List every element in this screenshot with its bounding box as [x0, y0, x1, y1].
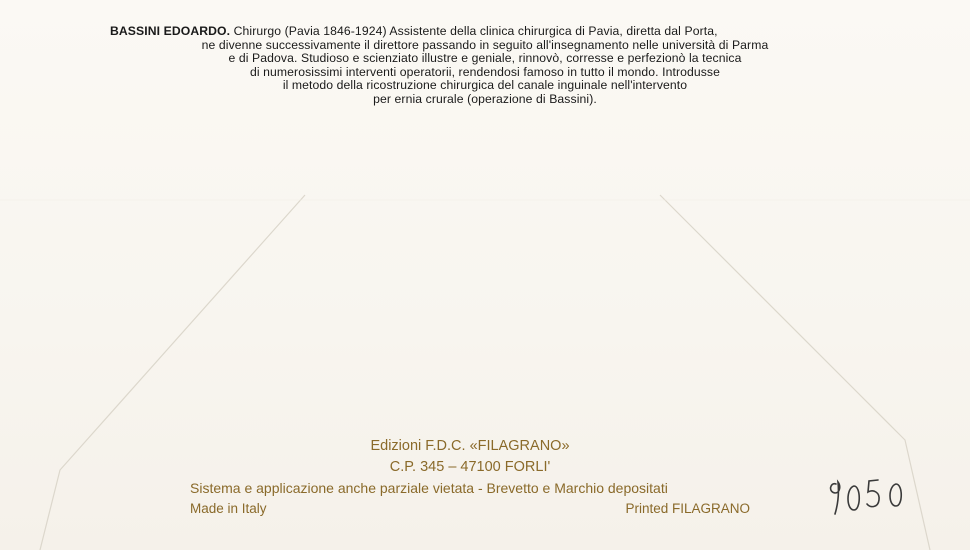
- biography-text: [110, 25, 860, 107]
- publisher-imprint: [190, 436, 750, 520]
- publisher-edition: Edizioni F.D.C. «FILAGRANO»: [370, 438, 570, 454]
- handwritten-note-9050: [826, 470, 916, 530]
- bio-line-1-rest: Chirurgo (Pavia 1846-1924) Assistente della clinica chirurgica di Pavia, diretta dal Porta,: [233, 24, 718, 38]
- bio-line-5: il metodo della ricostruzione chirurgica del canale inguinale nell'intervento: [282, 78, 688, 93]
- publisher-notice: Sistema e applicazione anche parziale vietata - Brevetto e Marchio depositati: [190, 480, 668, 496]
- bio-line-6: per ernia crurale (operazione di Bassini).: [373, 91, 597, 106]
- publisher-address: C.P. 345 – 47100 FORLI': [389, 459, 551, 475]
- bio-line-4: di numerosissimi interventi operatorii, rendendosi famoso in tutto il mondo. Introdusse: [249, 64, 721, 79]
- publisher-footer: [190, 498, 750, 520]
- bio-line-3: e di Padova. Studioso e scienziato illustre e geniale, rinnovò, corresse e perfezionò la tecnica: [228, 51, 742, 66]
- bio-name: BASSINI EDOARDO.: [110, 24, 231, 38]
- printed-by: Printed FILAGRANO: [625, 501, 750, 516]
- made-in-italy: Made in Italy: [190, 501, 267, 516]
- bio-line-2: ne divenne successivamente il direttore passando in seguito all'insegnamento nelle università di Parma: [201, 37, 769, 52]
- bio-line-1: [110, 25, 860, 39]
